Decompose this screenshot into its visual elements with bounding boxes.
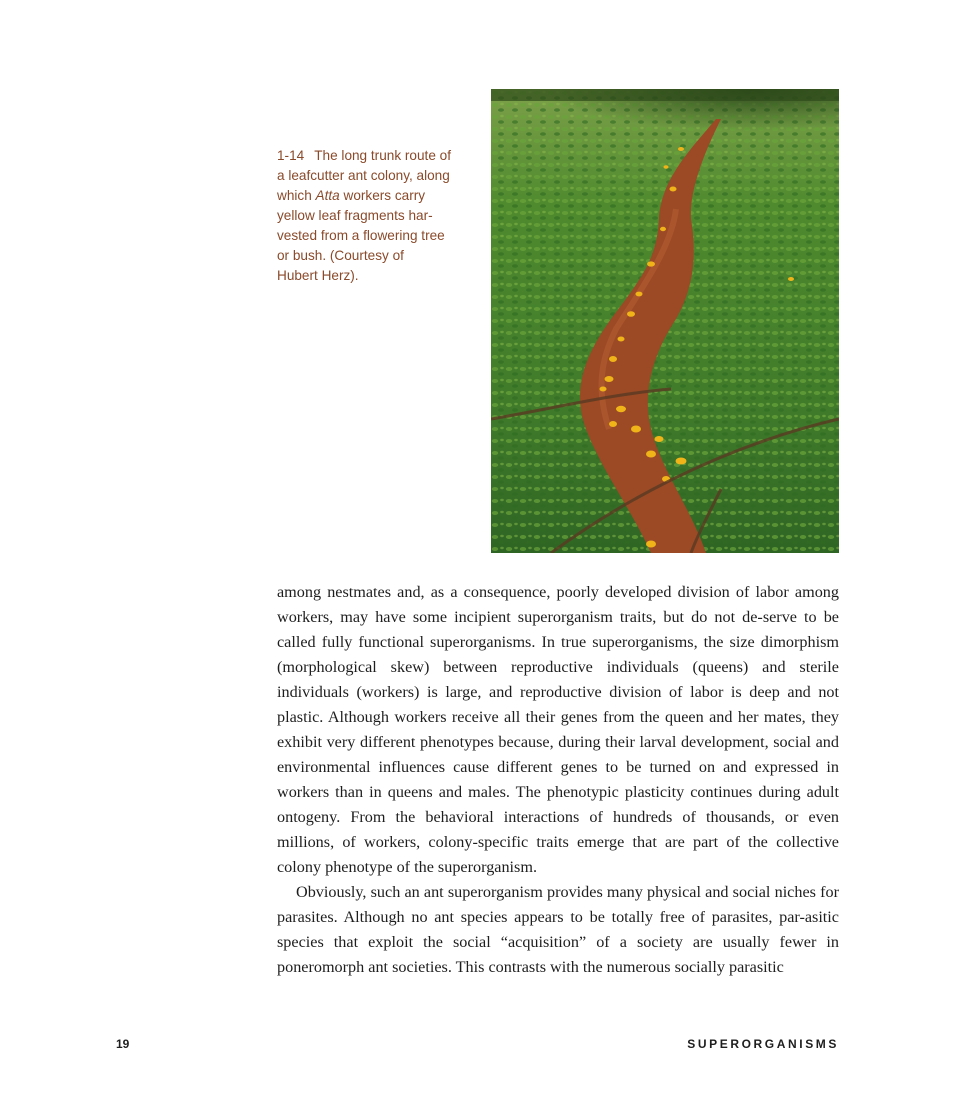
figure-caption xyxy=(277,146,467,286)
caption-line-3b: workers carry xyxy=(339,188,426,203)
caption-line-7: Hubert Herz). xyxy=(277,268,359,283)
paragraph-2: Obviously, such an ant superorganism provides many physical and social niches for parasites. Although no ant species appears to be totally free of parasites, par-asitic species that exploit the social “acquisition” of a society are usually fewer in poneromorph ant societies. This contrasts with the numerous socially parasitic xyxy=(277,883,839,976)
caption-line-5: vested from a flowering tree xyxy=(277,228,445,243)
figure-number: 1-14 xyxy=(277,148,305,163)
caption-line-1: The long trunk route of xyxy=(314,148,451,163)
caption-line-2: a leafcutter ant colony, along xyxy=(277,168,450,183)
page-number: 19 xyxy=(116,1037,130,1051)
ant-trail-photo xyxy=(491,89,839,553)
caption-line-6: or bush. (Courtesy of xyxy=(277,248,404,263)
caption-line-3a: which xyxy=(277,188,316,203)
paragraph-1: among nestmates and, as a consequence, poorly developed division of labor among workers, may have some incipient superorganism traits, but do not de-serve to be called fully functional superorganisms. In true superorganisms, the size dimorphism (morphological skew) between reproductive individuals (queens) and sterile individuals (workers) is large, and reproductive division of labor is deep and not plastic. Although workers receive all their genes from the queen and her mates, they exhibit very different phenotypes because, during their larval development, social and environmental influences cause different genes to be turned on and expressed in workers than in queens and males. The phenotypic plasticity continues during adult ontogeny. From the behavioral interactions of hundreds of thousands, or even millions, of workers, colony-specific traits emerge that are part of the collective colony phenotype of the superorganism. xyxy=(277,583,839,876)
caption-genus-name: Atta xyxy=(315,188,340,203)
caption-line-4: yellow leaf fragments har- xyxy=(277,208,433,223)
body-text xyxy=(277,580,839,980)
running-head: SUPERORGANISMS xyxy=(687,1037,839,1051)
